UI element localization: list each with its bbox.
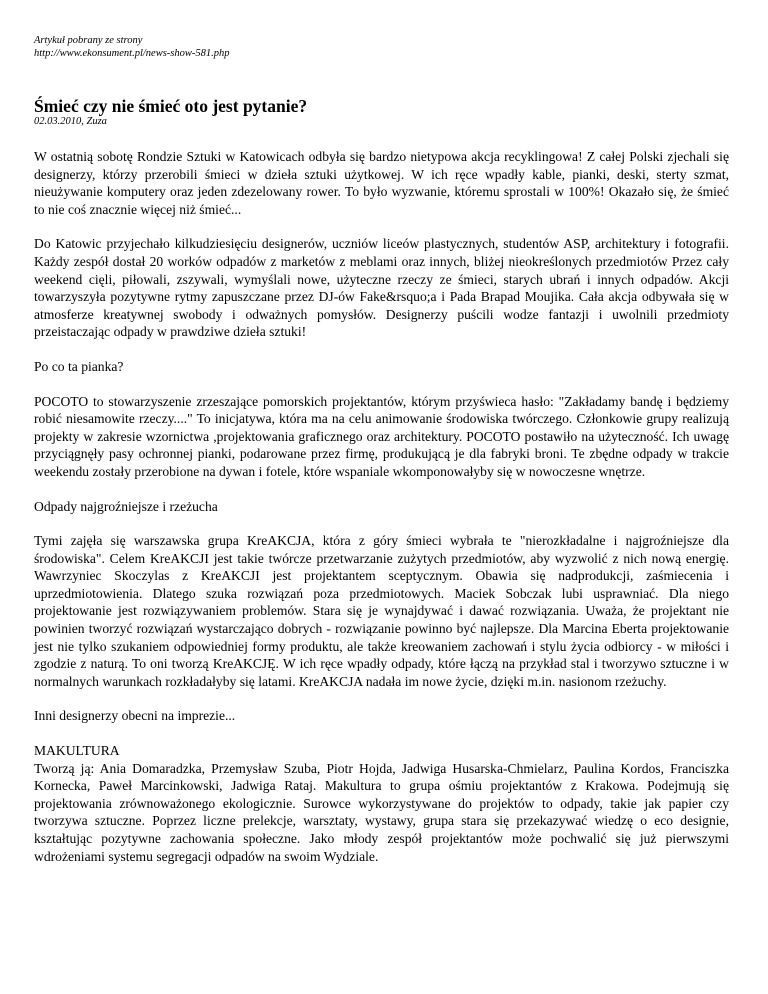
section-heading-inni: Inni designerzy obecni na imprezie... <box>34 708 236 724</box>
source-note <box>34 34 729 60</box>
section-heading-odpady: Odpady najgroźniejsze i rzeżucha <box>34 498 218 514</box>
article-title: Śmieć czy nie śmieć oto jest pytanie? <box>34 96 308 116</box>
section-heading-pianka: Po co ta pianka? <box>34 358 124 374</box>
makulatura-heading: MAKULTURA <box>34 743 120 759</box>
document-page <box>34 34 729 865</box>
paragraph-intro: W ostatnią sobotę Rondzie Sztuki w Katowicach odbyła się bardzo nietypowa akcja recyklingowa! Z całej Polski zjechali się designerzy, którzy przerobili śmieci w dzieła sztuki użytkowej. W ich ręce wpadły kable, pianki, deski, sterty szmat, nieużywanie komputery oraz jeden zdezelowany rower. To było wyzwanie, któremu sprostali w 100%! Okazało się, że śmieć to nie coś znacznie więcej niż śmieć... <box>34 149 729 217</box>
source-url: http://www.ekonsument.pl/news-show-581.php <box>34 48 230 59</box>
article-meta: 02.03.2010, Zuza <box>34 116 107 127</box>
paragraph-kreakcja: Tymi zajęła się warszawska grupa KreAKCJA, która z góry śmieci wybrała te "nierozkładalne i najgroźniejsze dla środowiska". Celem KreAKCJI jest takie twórcze przetwarzanie zużytych przedmiotów, aby wyzwolić z nich nową energię. Wawrzyniec Skoczylas z KreAKCJI jest projektantem sceptycznym. Obawia się nadprodukcji, zaśmiecenia i uprzedmiotowienia. Dlatego szuka rozwiązań poza przedmiotowych. Maciek Sobczak lubi usprawniać. Dla niego projektowanie jest rozwiązywaniem problemów. Stara się je wynajdywać i dawać rozwiązania. Uważa, że projektant nie powinien tworzyć rozwiązań wystarczająco dobrych - rozwiązanie powinno być najlepsze. Dla Marcina Eberta projektowanie jest nie tylko szukaniem odpowiedniej formy produktu, ale także kreowaniem zachowań i stylu życia odbiorcy - w miłości i zgodzie z naturą. To oni tworzą KreAKCJĘ. W ich ręce wpadły odpady, które łączą na przykład stal i tworzywo sztuczne i w normalnych warunkach rozkładałyby się latami. KreAKCJA nadała im nowe życie, dzięki m.in. nasionom rzeżuchy. <box>34 533 729 689</box>
paragraph-pocoto: POCOTO to stowarzyszenie zrzeszające pomorskich projektantów, którym przyświeca hasło: "Zakładamy bandę i będziemy robić niesamowite rzeczy...." To inicjatywa, która ma na celu animowanie środowiska twórczego. Członkowie grupy realizują projekty w zakresie wzornictwa ,projektowania graficznego oraz architektury. POCOTO postawiło na użyteczność. Ich uwagę przyciągnęły pasy ochronnej pianki, podarowane przez firmę, produkującą je dla fabryki broni. Te zbędne odpady w trakcie weekendu zostały przerobione na dywan i fotele, które wspaniale wkomponowałyby się w nowoczesne wnętrze. <box>34 393 729 479</box>
paragraph-katowice: Do Katowic przyjechało kilkudziesięciu designerów, uczniów liceów plastycznych, studentów ASP, architektury i fotografii. Każdy zespół dostał 20 worków odpadów z marketów z meblami oraz innych, bliżej nieokreślonych przedmiotów Przez cały weekend cięli, piłowali, zszywali, wymyślali nowe, użyteczne rzeczy ze śmieci, starych ubrań i innych odpadów. Akcji towarzyszyła pozytywne rytmy zapuszczane przez DJ-ów Fake&rsquo;a i Pada Brapad Moujika. Cała akcja odbywała się w atmosferze kreatywnej swobody i odważnych pomysłów. Designerzy puścili wodze fantazji i uwolnili przedmioty przeistaczając odpady w prawdziwe dzieła sztuki! <box>34 236 729 340</box>
source-label: Artykuł pobrany ze strony <box>34 35 143 46</box>
paragraph-makulatura: Tworzą ją: Ania Domaradzka, Przemysław Szuba, Piotr Hojda, Jadwiga Husarska-Chmielarz, Paulina Kordos, Franciszka Kornecka, Paweł Marcinkowski, Jadwiga Rataj. Makultura to grupa ośmiu projektantów z Krakowa. Podejmują się projektowania zrównoważonego ekologicznie. Surowce wykorzystywane do projektów to odpady, takie jak papier czy tworzywa sztuczne. Poprzez liczne prelekcje, warsztaty, wystawy, grupa stara się przekazywać wiedzę o eco designie, kształtując pozytywne zachowania społeczne. Jako młody zespół projektantów może pochwalić się już pierwszymi wdrożeniami systemu segregacji odpadów na swoim Wydziale. <box>34 760 729 864</box>
